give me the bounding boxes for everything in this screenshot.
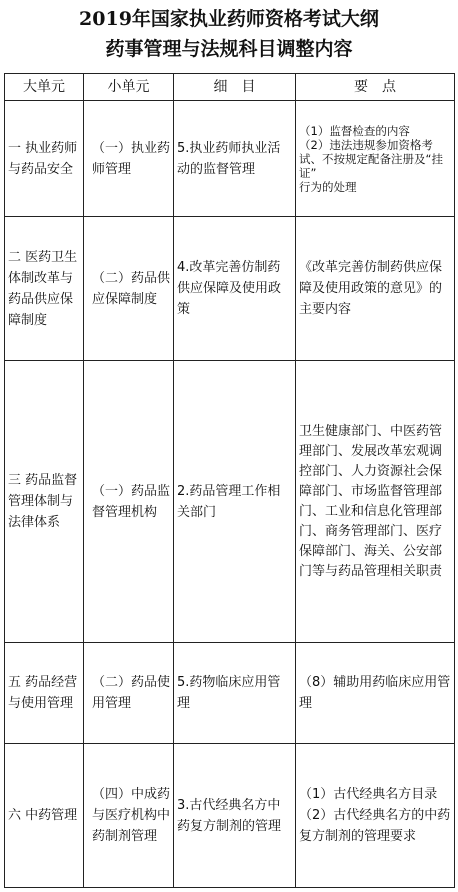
major-unit-cell: 二 医药卫生体制改革与药品供应保障制度 [5, 217, 84, 361]
document-title-line2: 药事管理与法规科目调整内容 [105, 38, 353, 60]
detail-cell: 2.药品管理工作相关部门 [174, 361, 296, 643]
minor-unit-cell: （一）药品监督管理机构 [84, 361, 174, 643]
point-item: （2）违法违规参加资格考试、不按规定配备注册及“挂证” [299, 137, 443, 180]
point-item: 《改革完善仿制药供应保障及使用政策的意见》的主要内容 [299, 260, 443, 317]
points-cell [296, 643, 455, 744]
point-item: 行为的处理 [299, 179, 357, 194]
adjustment-table [4, 73, 455, 888]
detail-cell: 3.古代经典名方中药复方制剂的管理 [174, 744, 296, 888]
major-unit-cell: 五 药品经营与使用管理 [5, 643, 84, 744]
header-major-unit: 大单元 [5, 74, 84, 101]
point-item: （8）辅助用药临床应用管理 [299, 675, 451, 711]
minor-unit-cell: （四）中成药与医疗机构中药制剂管理 [84, 744, 174, 888]
header-detail: 细 目 [174, 74, 296, 101]
table-row [5, 217, 455, 361]
point-item: （1）监督检查的内容 [299, 123, 410, 138]
major-unit-cell: 三 药品监督管理体制与法律体系 [5, 361, 84, 643]
major-unit-cell: 六 中药管理 [5, 744, 84, 888]
table-header-row [5, 74, 455, 101]
point-item: （1）古代经典名方目录 [299, 787, 438, 802]
point-item: 卫生健康部门、中医药管理部门、发展改革宏观调控部门、人力资源社会保障部门、市场监督管理部门、工业和信息化管理部门、商务管理部门、医疗保障部门、海关、公安部门等与药品管理相关职责 [299, 423, 443, 579]
major-unit-cell: 一 执业药师与药品安全 [5, 101, 84, 217]
table-row [5, 643, 455, 744]
point-item: （2）古代经典名方的中药复方制剂的管理要求 [299, 808, 451, 844]
minor-unit-cell: （二）药品供应保障制度 [84, 217, 174, 361]
points-cell [296, 217, 455, 361]
minor-unit-cell: （一）执业药师管理 [84, 101, 174, 217]
detail-cell: 5.执业药师执业活动的监督管理 [174, 101, 296, 217]
table-row [5, 361, 455, 643]
points-cell [296, 101, 455, 217]
minor-unit-cell: （二）药品使用管理 [84, 643, 174, 744]
table-row [5, 101, 455, 217]
header-points: 要 点 [296, 74, 455, 101]
points-cell [296, 361, 455, 643]
header-minor-unit: 小单元 [84, 74, 174, 101]
points-cell [296, 744, 455, 888]
detail-cell: 5.药物临床应用管理 [174, 643, 296, 744]
detail-cell: 4.改革完善仿制药供应保障及使用政策 [174, 217, 296, 361]
table-row [5, 744, 455, 888]
document-title-line1: 2019年国家执业药师资格考试大纲 [79, 8, 379, 30]
